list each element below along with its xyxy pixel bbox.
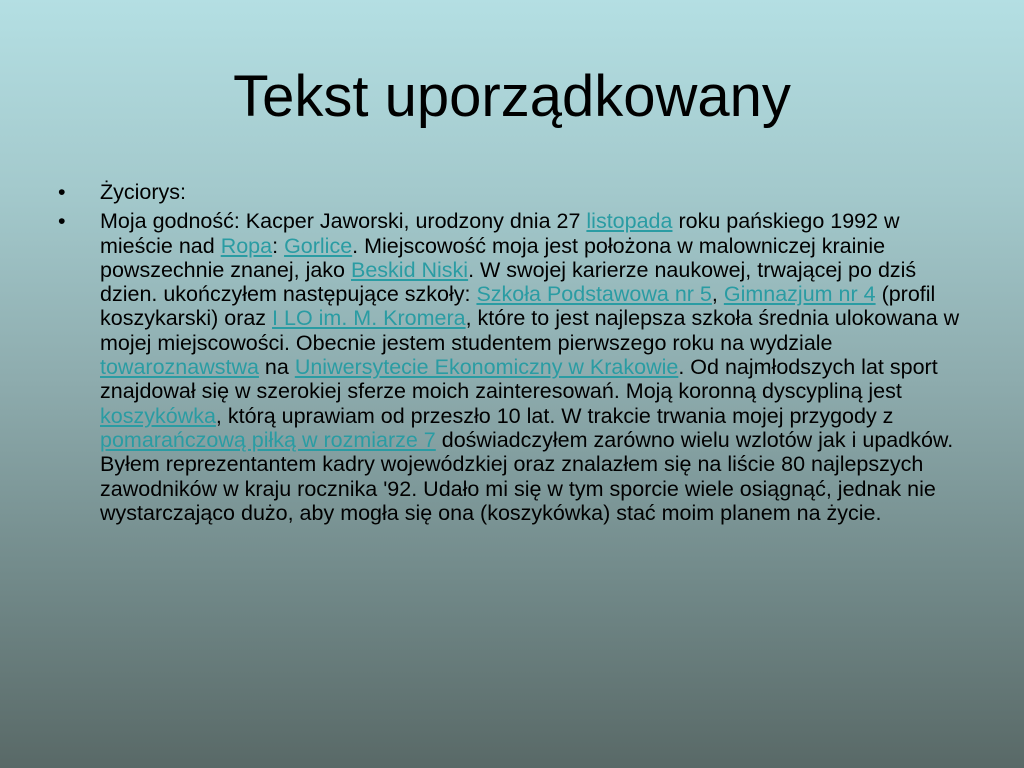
text-segment: , którą uprawiam od przeszło 10 lat. W trakcie trwania mojej przygody z	[215, 403, 894, 428]
slide-title: Tekst uporządkowany	[233, 64, 791, 129]
link-beskid-niski[interactable]: Beskid Niski	[351, 257, 469, 282]
text-segment: na	[258, 355, 295, 380]
text-segment: . W swojej karierze naukowej, trwającej po dziś dzien. ukończyłem następujące szkoły:	[100, 257, 917, 307]
bullet-icon: •	[58, 209, 66, 234]
text-segment: , które to jest najlepsza szkoła średnia ulokowana w mojej miejscowości. Obecnie jestem studentem pierwszego roku na wydziale	[100, 306, 960, 355]
link-uniwersytet[interactable]: Uniwersytecie Ekonomiczny w Krakowie	[294, 355, 679, 380]
text-segment: . Miejscowość moja jest położona w malowniczej krainie powszechnie znanej, jako	[100, 233, 886, 282]
link-gimnazjum[interactable]: Gimnazjum nr 4	[723, 282, 876, 307]
text-segment: :	[272, 233, 285, 258]
text-segment: ,	[711, 282, 724, 307]
list-item-text: Życiorys:	[100, 180, 186, 204]
link-gorlice[interactable]: Gorlice	[284, 233, 353, 258]
list-item	[58, 180, 973, 204]
link-ropa[interactable]: Ropa	[220, 233, 273, 258]
text-segment: Moja godność: Kacper Jaworski, urodzony dnia 27	[100, 209, 587, 234]
text-segment: . Od najmłodszych lat sport znajdował się w szerokiej sferze moich zainteresowań. Moją koronną dyscypliną jest	[100, 355, 938, 404]
link-lo-kromera[interactable]: I LO im. M. Kromera	[272, 306, 466, 331]
link-listopada[interactable]: listopada	[586, 209, 673, 234]
link-koszykowka[interactable]: koszykówka	[100, 403, 216, 428]
text-segment: roku pańskiego 1992 w mieście nad	[100, 209, 900, 258]
text-segment: doświadczyłem zarówno wielu wzlotów jak i upadków. Byłem reprezentantem kadry wojewódzkiej oraz znalazłem się na liście 80 najlepszych zawodników w kraju rocznika '92. Udało mi się w tym sporcie wiele osiągnąć, jednak nie wystarczająco dużo, aby mogła się ona (koszykówka) stać moim planem na życie.	[100, 427, 954, 525]
link-szkola-podstawowa[interactable]: Szkoła Podstawowa nr 5	[476, 282, 712, 307]
bullet-icon: •	[58, 180, 66, 204]
text-segment: (profil koszykarski) oraz	[100, 282, 936, 331]
link-pilka[interactable]: pomarańczową piłką w rozmiarze 7	[100, 427, 436, 452]
bullet-list	[58, 180, 973, 530]
link-towaroznawstwa[interactable]: towaroznawstwa	[100, 355, 259, 380]
list-item	[58, 209, 973, 525]
